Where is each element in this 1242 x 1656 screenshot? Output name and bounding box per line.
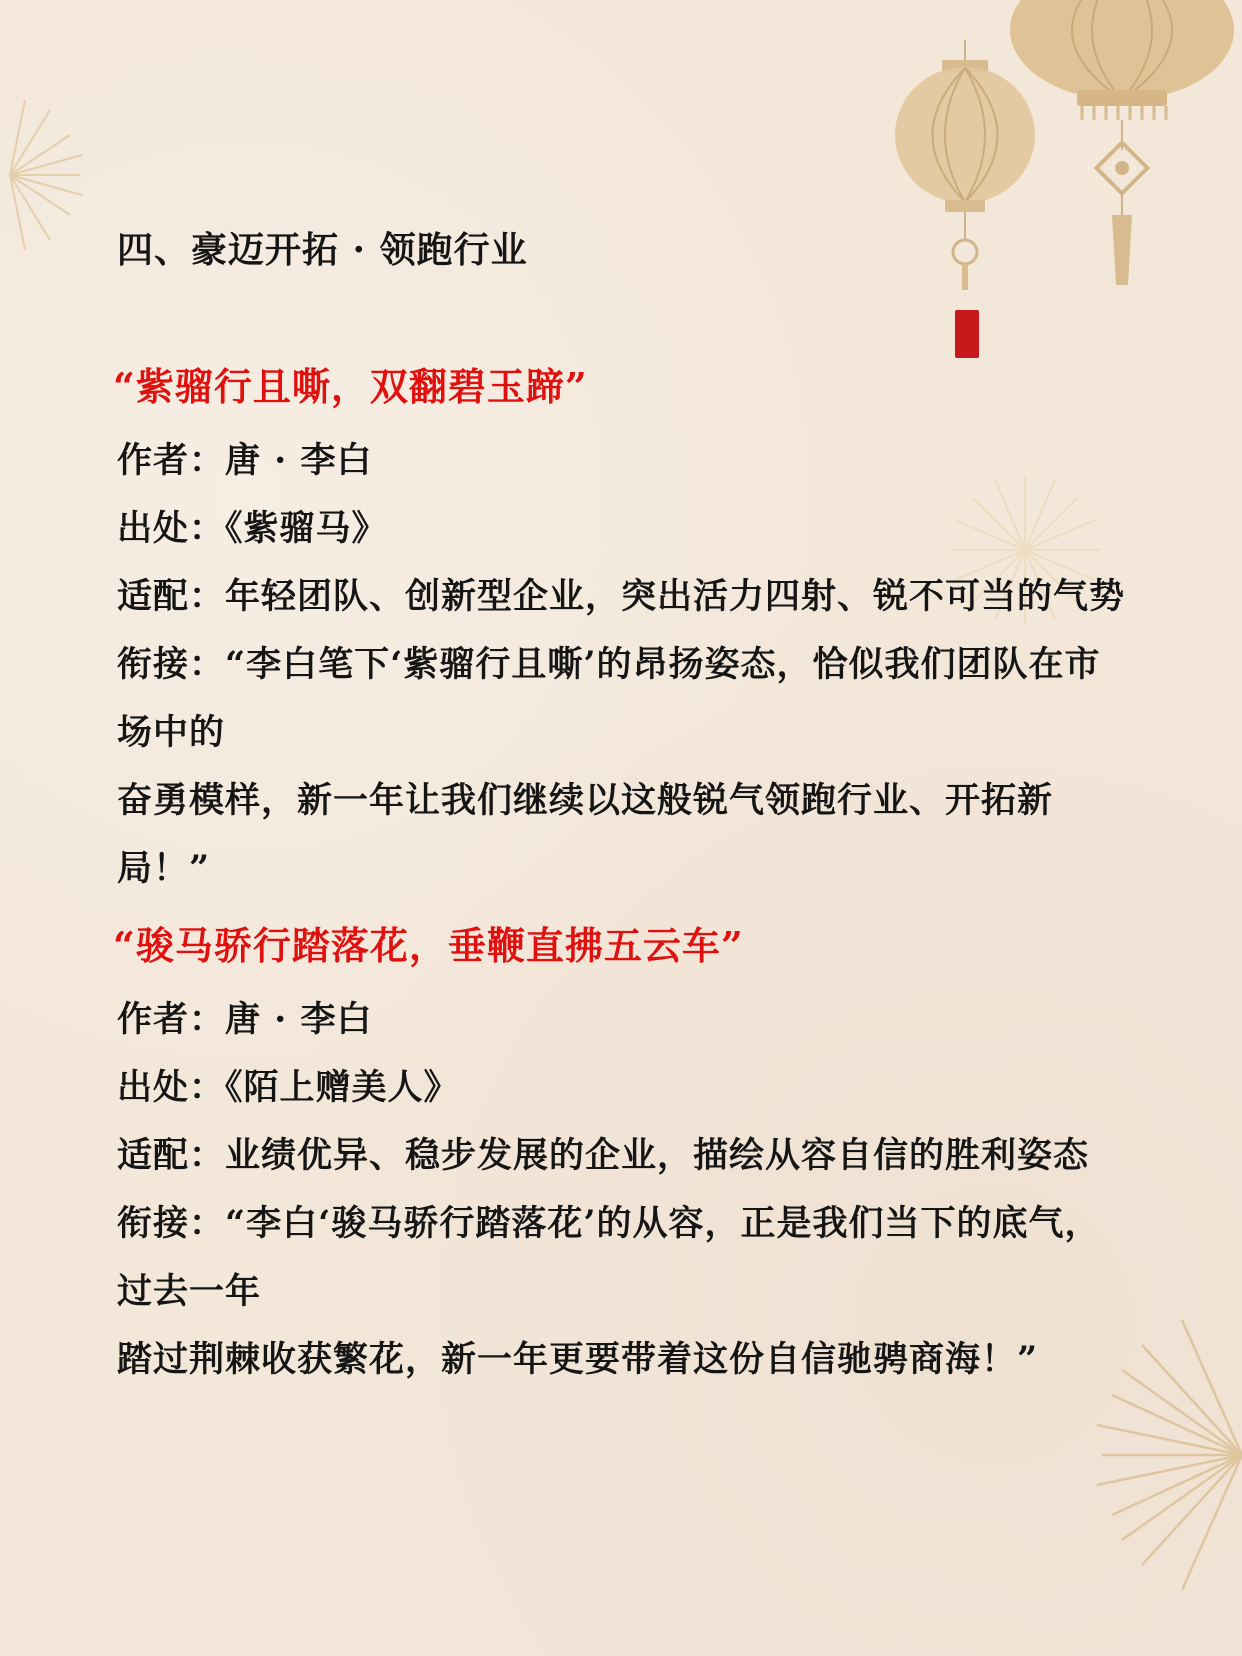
link-line: 衔接：“李白‘骏马骄行踏落花’的从容，正是我们当下的底气，过去一年 (117, 1203, 1101, 1312)
source-line: 出处：《紫骝马》 (117, 508, 388, 549)
link-line-continued: 奋勇模样，新一年让我们继续以这般锐气领跑行业、开拓新局！” (117, 780, 1054, 889)
author-line: 作者：唐 · 李白 (117, 440, 373, 481)
lantern-large-icon (1002, 0, 1242, 290)
poem-quote: “紫骝行且嘶，双翻碧玉蹄” (113, 364, 588, 409)
firework-top-left-icon (0, 95, 90, 255)
entry-card (113, 363, 1127, 903)
fit-line: 适配：年轻团队、创新型企业，突出活力四射、锐不可当的气势 (117, 576, 1126, 617)
source-line: 出处：《陌上赠美人》 (117, 1067, 460, 1108)
link-line: 衔接：“李白笔下‘紫骝行且嘶’的昂扬姿态，恰似我们团队在市场中的 (117, 644, 1101, 753)
poem-quote: “骏马骄行踏落花，垂鞭直拂五云车” (113, 923, 744, 968)
author-line: 作者：唐 · 李白 (117, 999, 373, 1040)
entry-card (113, 922, 1127, 1394)
red-seal-icon (955, 310, 979, 358)
fit-line: 适配：业绩优异、稳步发展的企业，描绘从容自信的胜利姿态 (117, 1135, 1090, 1176)
section-title: 四、豪迈开拓 · 领跑行业 (117, 229, 528, 271)
link-line-continued: 踏过荆棘收获繁花，新一年更要带着这份自信驰骋商海！” (117, 1339, 1039, 1380)
